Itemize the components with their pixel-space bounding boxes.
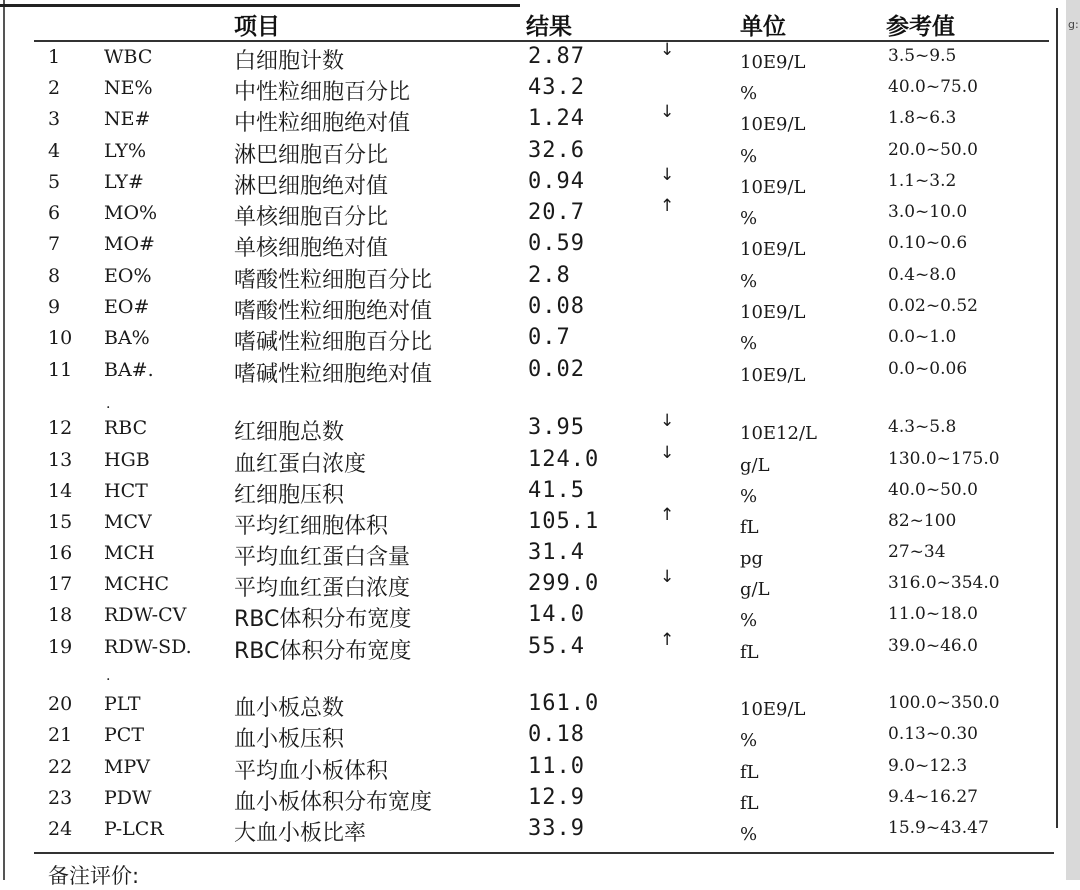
reference-range: 9.4~16.27 (888, 787, 978, 807)
abnormal-flag-icon: ↑ (660, 630, 675, 650)
unit-value: 10E9/L (740, 365, 806, 386)
item-name: 红细胞总数 (234, 420, 345, 445)
row-number: 7 (48, 233, 61, 255)
unit-value: 10E9/L (740, 239, 806, 260)
abnormal-flag-icon: ↓ (660, 443, 675, 463)
header-rule (34, 40, 1049, 42)
result-value: 33.9 (528, 816, 585, 841)
result-value: 2.87 (528, 44, 585, 69)
row-number: 22 (48, 756, 73, 778)
item-name: 中性粒细胞绝对值 (234, 111, 411, 136)
unit-value: % (740, 824, 758, 845)
section-dot: . (106, 668, 111, 684)
table-row (0, 693, 1060, 723)
reference-range: 130.0~175.0 (888, 449, 1000, 469)
reference-range: 4.3~5.8 (888, 417, 957, 437)
row-number: 5 (48, 171, 61, 193)
row-number: 14 (48, 480, 73, 502)
row-number: 6 (48, 202, 61, 224)
abnormal-flag-icon: ↓ (660, 40, 675, 60)
header-result: 结果 (526, 14, 572, 40)
unit-value: % (740, 271, 758, 292)
item-name: 嗜酸性粒细胞绝对值 (234, 299, 433, 324)
table-row (0, 165, 1060, 201)
row-number: 12 (48, 417, 73, 439)
table-row (0, 567, 1060, 603)
abnormal-flag-icon: ↑ (660, 196, 675, 216)
item-name: 血红蛋白浓度 (234, 452, 367, 477)
result-value: 12.9 (528, 785, 585, 810)
table-row (0, 265, 1060, 295)
bottom-rule (34, 852, 1054, 854)
item-code: PLT (104, 693, 141, 715)
row-number: 17 (48, 573, 73, 595)
row-number: 11 (48, 359, 73, 381)
item-code: MCHC (104, 573, 170, 595)
reference-range: 0.4~8.0 (888, 265, 957, 285)
table-row (0, 756, 1060, 786)
unit-value: fL (740, 517, 759, 538)
result-value: 1.24 (528, 106, 585, 131)
reference-range: 20.0~50.0 (888, 140, 978, 160)
result-value: 32.6 (528, 138, 585, 163)
section-dot: . (106, 396, 111, 412)
result-value: 124.0 (528, 447, 600, 472)
reference-range: 0.0~0.06 (888, 359, 968, 379)
result-value: 20.7 (528, 200, 585, 225)
row-number: 4 (48, 140, 61, 162)
unit-value: 10E9/L (740, 699, 806, 720)
result-value: 0.18 (528, 722, 585, 747)
unit-value: % (740, 333, 758, 354)
reference-range: 40.0~50.0 (888, 480, 978, 500)
result-value: 105.1 (528, 509, 600, 534)
reference-range: 82~100 (888, 511, 957, 531)
item-code: NE% (104, 77, 153, 99)
item-code: RDW-CV (104, 604, 187, 626)
result-value: 11.0 (528, 754, 585, 779)
item-name: 红细胞压积 (234, 483, 345, 508)
result-value: 31.4 (528, 540, 585, 565)
item-name: 白细胞计数 (234, 49, 345, 74)
item-name: 血小板总数 (234, 696, 345, 721)
result-value: 0.02 (528, 357, 585, 382)
reference-range: 0.02~0.52 (888, 296, 978, 316)
header-item: 项目 (234, 14, 280, 40)
item-name: 单核细胞百分比 (234, 205, 389, 230)
item-code: MO# (104, 233, 155, 255)
result-value: 0.94 (528, 169, 585, 194)
reference-range: 0.0~1.0 (888, 327, 957, 347)
item-name: 中性粒细胞百分比 (234, 80, 411, 105)
row-number: 19 (48, 636, 73, 658)
unit-value: % (740, 610, 758, 631)
reference-range: 40.0~75.0 (888, 77, 978, 97)
item-code: EO% (104, 265, 152, 287)
table-row (0, 296, 1060, 326)
unit-value: 10E9/L (740, 302, 806, 323)
item-name: 单核细胞绝对值 (234, 236, 389, 261)
item-code: RDW-SD. (104, 636, 192, 658)
item-code: MCV (104, 511, 152, 533)
item-code: LY# (104, 171, 144, 193)
edge-mark: g: (1068, 18, 1079, 31)
item-code: MCH (104, 542, 155, 564)
table-row (0, 443, 1060, 479)
row-number: 13 (48, 449, 73, 471)
item-name: 血小板压积 (234, 727, 345, 752)
row-number: 21 (48, 724, 73, 746)
row-number: 15 (48, 511, 73, 533)
item-code: P-LCR (104, 818, 164, 840)
table-row (0, 724, 1060, 754)
result-value: 0.59 (528, 231, 585, 256)
reference-range: 9.0~12.3 (888, 756, 968, 776)
reference-range: 1.1~3.2 (888, 171, 957, 191)
result-value: 41.5 (528, 478, 585, 503)
note-label: 备注评价: (48, 864, 140, 888)
table-row (0, 505, 1060, 541)
item-code: LY% (104, 140, 146, 162)
result-value: 55.4 (528, 634, 585, 659)
row-number: 1 (48, 46, 61, 68)
table-row (0, 102, 1060, 138)
table-row (0, 818, 1060, 848)
top-rule (0, 4, 520, 7)
item-code: BA#. (104, 359, 154, 381)
table-row (0, 140, 1060, 170)
right-edge-strip (1066, 0, 1080, 880)
row-number: 23 (48, 787, 73, 809)
item-name: 淋巴细胞百分比 (234, 143, 389, 168)
table-row (0, 359, 1060, 389)
result-value: 0.08 (528, 294, 585, 319)
table-row (0, 40, 1060, 76)
reference-range: 11.0~18.0 (888, 604, 978, 624)
item-name: 淋巴细胞绝对值 (234, 174, 389, 199)
reference-range: 3.0~10.0 (888, 202, 968, 222)
unit-value: pg (740, 548, 764, 569)
unit-value: g/L (740, 455, 770, 476)
unit-value: 10E9/L (740, 52, 806, 73)
unit-value: fL (740, 762, 759, 783)
table-row (0, 604, 1060, 634)
unit-value: fL (740, 642, 759, 663)
row-number: 9 (48, 296, 61, 318)
unit-value: 10E12/L (740, 423, 817, 444)
table-row (0, 411, 1060, 447)
result-value: 14.0 (528, 602, 585, 627)
item-code: NE# (104, 108, 151, 130)
reference-range: 39.0~46.0 (888, 636, 978, 656)
row-number: 10 (48, 327, 73, 349)
abnormal-flag-icon: ↓ (660, 165, 675, 185)
unit-value: % (740, 83, 758, 104)
abnormal-flag-icon: ↑ (660, 505, 675, 525)
item-code: HCT (104, 480, 148, 502)
item-name: 嗜碱性粒细胞百分比 (234, 330, 433, 355)
item-name: 平均血小板体积 (234, 759, 389, 784)
unit-value: 10E9/L (740, 177, 806, 198)
reference-range: 0.10~0.6 (888, 233, 968, 253)
header-unit: 单位 (740, 14, 786, 40)
unit-value: fL (740, 793, 759, 814)
result-value: 3.95 (528, 415, 585, 440)
row-number: 24 (48, 818, 73, 840)
table-row (0, 542, 1060, 572)
item-name: RBC体积分布宽度 (234, 607, 412, 632)
item-code: RBC (104, 417, 148, 439)
item-code: EO# (104, 296, 150, 318)
reference-range: 316.0~354.0 (888, 573, 1000, 593)
reference-range: 15.9~43.47 (888, 818, 989, 838)
table-row (0, 77, 1060, 107)
header-reference: 参考值 (886, 14, 955, 40)
item-code: HGB (104, 449, 150, 471)
item-name: RBC体积分布宽度 (234, 639, 412, 664)
result-value: 2.8 (528, 263, 571, 288)
item-code: PCT (104, 724, 144, 746)
abnormal-flag-icon: ↓ (660, 411, 675, 431)
table-row (0, 787, 1060, 817)
row-number: 2 (48, 77, 61, 99)
reference-range: 1.8~6.3 (888, 108, 957, 128)
table-row (0, 327, 1060, 357)
item-name: 平均红细胞体积 (234, 514, 389, 539)
item-name: 大血小板比率 (234, 821, 367, 846)
result-value: 0.7 (528, 325, 571, 350)
reference-range: 0.13~0.30 (888, 724, 978, 744)
row-number: 3 (48, 108, 61, 130)
row-number: 18 (48, 604, 73, 626)
table-row (0, 233, 1060, 263)
item-code: PDW (104, 787, 152, 809)
row-number: 16 (48, 542, 73, 564)
reference-range: 100.0~350.0 (888, 693, 1000, 713)
result-value: 299.0 (528, 571, 600, 596)
table-row (0, 196, 1060, 232)
item-name: 嗜碱性粒细胞绝对值 (234, 362, 433, 387)
item-name: 平均血红蛋白含量 (234, 545, 411, 570)
row-number: 8 (48, 265, 61, 287)
item-code: WBC (104, 46, 153, 68)
item-name: 嗜酸性粒细胞百分比 (234, 268, 433, 293)
unit-value: 10E9/L (740, 114, 806, 135)
unit-value: % (740, 146, 758, 167)
item-code: MPV (104, 756, 150, 778)
item-name: 平均血红蛋白浓度 (234, 576, 411, 601)
result-value: 43.2 (528, 75, 585, 100)
table-row (0, 630, 1060, 666)
unit-value: g/L (740, 579, 770, 600)
reference-range: 27~34 (888, 542, 946, 562)
abnormal-flag-icon: ↓ (660, 567, 675, 587)
reference-range: 3.5~9.5 (888, 46, 957, 66)
unit-value: % (740, 730, 758, 751)
unit-value: % (740, 486, 758, 507)
item-code: MO% (104, 202, 158, 224)
abnormal-flag-icon: ↓ (660, 102, 675, 122)
table-row (0, 480, 1060, 510)
item-code: BA% (104, 327, 150, 349)
item-name: 血小板体积分布宽度 (234, 790, 433, 815)
unit-value: % (740, 208, 758, 229)
result-value: 161.0 (528, 691, 600, 716)
row-number: 20 (48, 693, 73, 715)
